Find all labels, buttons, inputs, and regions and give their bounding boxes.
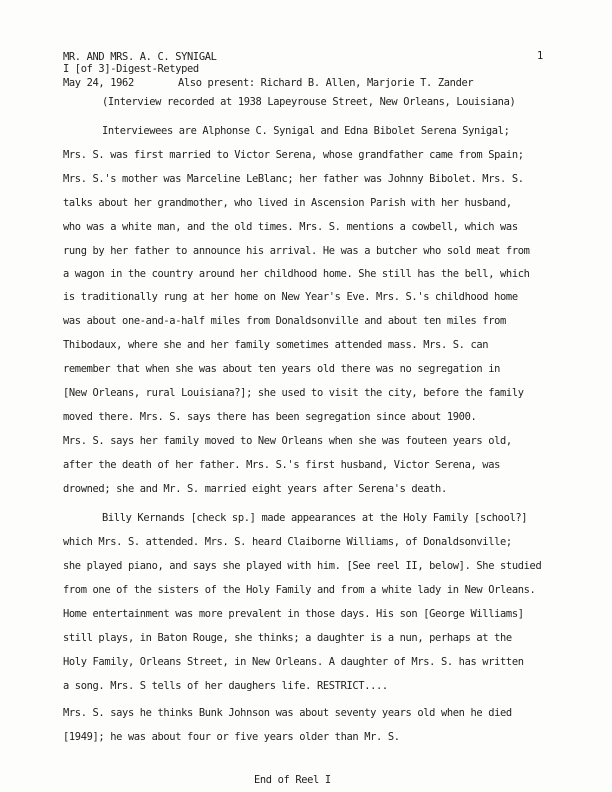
end-of-reel: End of Reel I <box>254 774 331 786</box>
body-line: a song. Mrs. S tells of her daughers life. RESTRICT.... <box>63 680 388 692</box>
body-line: a wagon in the country around her childhood home. She still has the bell, which <box>63 268 530 280</box>
body-line: Mrs. S. was first married to Victor Serena, whose grandfather came from Spain; <box>63 149 524 161</box>
body-line: after the death of her father. Mrs. S.'s first husband, Victor Serena, was <box>63 459 501 471</box>
body-line: Holy Family, Orleans Street, in New Orleans. A daughter of Mrs. S. has written <box>63 656 524 668</box>
interview-date: May 24, 1962 <box>63 77 134 89</box>
body-line: rung by her father to announce his arrival. He was a butcher who sold meat from <box>63 245 530 257</box>
body-line: was about one-and-a-half miles from Donaldsonville and about ten miles from <box>63 315 506 327</box>
body-line: drowned; she and Mr. S. married eight years after Serena's death. <box>63 483 447 495</box>
body-line: Billy Kernands [check sp.] made appearances at the Holy Family [school?] <box>102 512 528 524</box>
body-line: Mrs. S.'s mother was Marceline LeBlanc; her father was Johnny Bibolet. Mrs. S. <box>63 173 524 185</box>
body-line: Thibodaux, where she and her family sometimes attended mass. Mrs. S. can <box>63 339 489 351</box>
body-line: she played piano, and says she played with him. [See reel II, below]. She studied <box>63 560 542 572</box>
recording-location: (Interview recorded at 1938 Lapeyrouse Street, New Orleans, Louisiana) <box>102 96 516 108</box>
also-present: Also present: Richard B. Allen, Marjorie T. Zander <box>178 77 474 89</box>
body-line: [1949]; he was about four or five years older than Mr. S. <box>63 731 400 743</box>
body-line: Home entertainment was more prevalent in those days. His son [George Williams] <box>63 608 524 620</box>
body-line: remember that when she was about ten years old there was no segregation in <box>63 363 501 375</box>
body-line: Mrs. S. says her family moved to New Orleans when she was fouteen years old, <box>63 435 512 447</box>
body-line: still plays, in Baton Rouge, she thinks; a daughter is a nun, perhaps at the <box>63 632 512 644</box>
body-line: talks about her grandmother, who lived in Ascension Parish with her husband, <box>63 197 512 209</box>
body-line: Interviewees are Alphonse C. Synigal and Edna Bibolet Serena Synigal; <box>102 125 510 137</box>
body-line: Mrs. S. says he thinks Bunk Johnson was about seventy years old when he died <box>63 707 512 719</box>
body-line: who was a white man, and the old times. Mrs. S. mentions a cowbell, which was <box>63 221 518 233</box>
body-line: from one of the sisters of the Holy Family and from a white lady in New Orleans. <box>63 584 536 596</box>
body-line: moved there. Mrs. S. says there has been segregation since about 1900. <box>63 411 477 423</box>
interviewee-names: MR. AND MRS. A. C. SYNIGAL <box>63 51 217 63</box>
body-line: [New Orleans, rural Louisiana?]; she used to visit the city, before the family <box>63 387 524 399</box>
body-line: is traditionally rung at her home on New Year's Eve. Mrs. S.'s childhood home <box>63 291 518 303</box>
body-line: which Mrs. S. attended. Mrs. S. heard Claiborne Williams, of Donaldsonville; <box>63 536 512 548</box>
reel-info: I [of 3]-Digest-Retyped <box>63 63 199 75</box>
page-number: 1 <box>537 50 543 62</box>
